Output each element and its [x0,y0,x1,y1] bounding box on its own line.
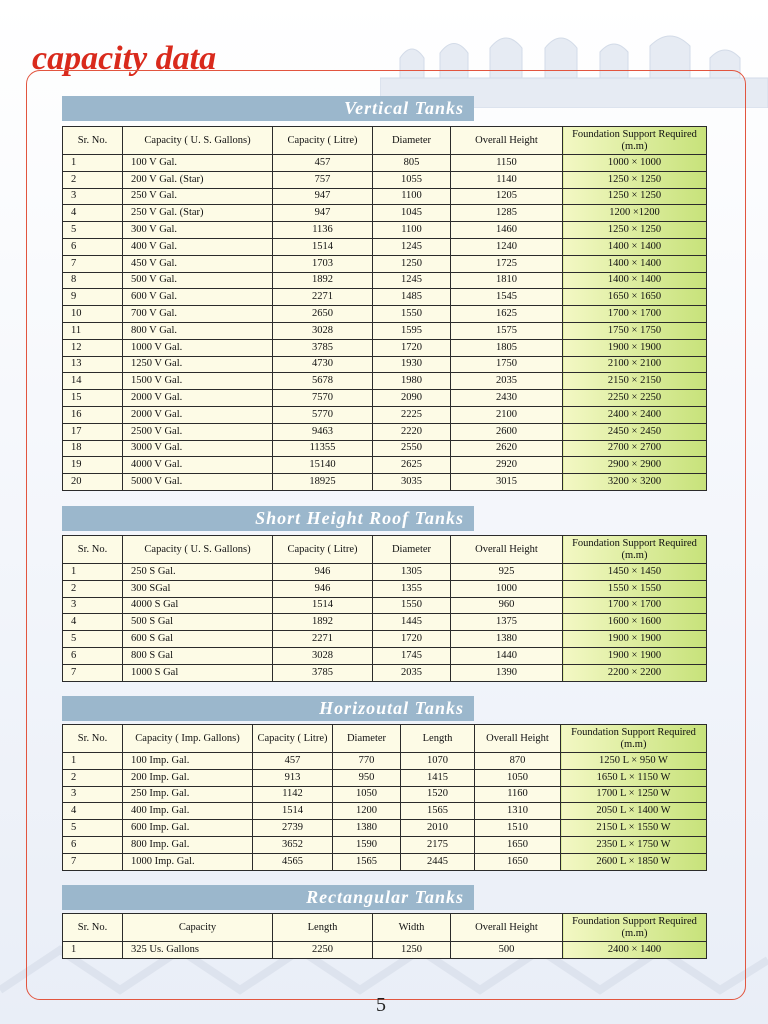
table-row [63,171,707,188]
table-cell: 1720 [373,339,451,356]
table-cell: 2271 [273,631,373,648]
table-cell: 4 [63,614,123,631]
table-cell: 1720 [373,631,451,648]
table-cell: 5000 V Gal. [123,474,273,491]
table-cell: 4000 S Gal [123,597,273,614]
table-cell: 3015 [451,474,563,491]
table-cell: 947 [273,205,373,222]
table-cell: 7570 [273,390,373,407]
table-row [63,272,707,289]
table-row [63,769,707,786]
table-cell: 1625 [451,306,563,323]
table-cell: 1900 × 1900 [563,647,707,664]
short-height-roof-tanks-table [62,535,707,682]
table-cell: 500 V Gal. [123,272,273,289]
table-cell: 1285 [451,205,563,222]
table-row [63,222,707,239]
table-cell: 2600 L × 1850 W [561,853,707,870]
table-cell: 1 [63,942,123,959]
table-cell: 250 V Gal. (Star) [123,205,273,222]
table-cell: 1250 × 1250 [563,188,707,205]
table-cell: 1375 [451,614,563,631]
table-cell: 1700 L × 1250 W [561,786,707,803]
table-cell: 1400 × 1400 [563,238,707,255]
table-cell: 1310 [475,803,561,820]
column-header: Width [373,914,451,942]
table-cell: 1565 [401,803,475,820]
table-cell: 2550 [373,440,451,457]
table-cell: 250 V Gal. [123,188,273,205]
table-cell: 700 V Gal. [123,306,273,323]
column-header: Length [401,725,475,753]
table-cell: 1514 [273,238,373,255]
table-cell: 925 [451,564,563,581]
table-cell: 1160 [475,786,561,803]
table-cell: 1136 [273,222,373,239]
table-row [63,440,707,457]
column-header: Overall Height [451,127,563,155]
page-number: 5 [376,994,386,1016]
column-header: Diameter [373,127,451,155]
table-row [63,647,707,664]
table-cell: 950 [333,769,401,786]
table-cell: 800 V Gal. [123,322,273,339]
table-cell: 1440 [451,647,563,664]
table-cell: 2700 × 2700 [563,440,707,457]
table-cell: 757 [273,171,373,188]
table-cell: 1650 [475,853,561,870]
table-row [63,205,707,222]
table-cell: 18925 [273,474,373,491]
table-cell: 913 [253,769,333,786]
table-cell: 3785 [273,664,373,681]
table-cell: 1250 × 1250 [563,171,707,188]
table-cell: 100 Imp. Gal. [123,753,253,770]
table-cell: 2010 [401,820,475,837]
table-cell: 2 [63,580,123,597]
table-cell: 1575 [451,322,563,339]
table-row [63,580,707,597]
table-cell: 1900 × 1900 [563,631,707,648]
table-cell: 2400 × 1400 [563,942,707,959]
table-cell: 1545 [451,289,563,306]
table-row [63,474,707,491]
table-row [63,322,707,339]
table-row [63,786,707,803]
table-cell: 2625 [373,457,451,474]
table-cell: 1700 × 1700 [563,597,707,614]
table-cell: 960 [451,597,563,614]
table-cell: 4 [63,803,123,820]
rectangular-tanks-title: Rectangular Tanks [62,885,474,910]
table-row [63,853,707,870]
table-cell: 1650 [475,836,561,853]
table-cell: 2600 [451,423,563,440]
table-cell: 400 V Gal. [123,238,273,255]
table-cell: 5 [63,820,123,837]
table-cell: 20 [63,474,123,491]
table-row [63,423,707,440]
table-row [63,406,707,423]
table-cell: 200 Imp. Gal. [123,769,253,786]
column-header: Sr. No. [63,914,123,942]
table-cell: 770 [333,753,401,770]
table-cell: 946 [273,580,373,597]
table-cell: 1930 [373,356,451,373]
table-cell: 1700 × 1700 [563,306,707,323]
table-cell: 16 [63,406,123,423]
table-cell: 2100 × 2100 [563,356,707,373]
column-header: Sr. No. [63,127,123,155]
table-cell: 1745 [373,647,451,664]
table-cell: 1000 Imp. Gal. [123,853,253,870]
table-cell: 1380 [451,631,563,648]
table-cell: 300 V Gal. [123,222,273,239]
table-cell: 1810 [451,272,563,289]
column-header: Foundation Support Required (m.m) [563,536,707,564]
table-cell: 1070 [401,753,475,770]
table-cell: 1245 [373,238,451,255]
table-cell: 1250 L × 950 W [561,753,707,770]
table-cell: 4000 V Gal. [123,457,273,474]
table-cell: 11 [63,322,123,339]
table-cell: 2150 × 2150 [563,373,707,390]
table-row [63,753,707,770]
table-row [63,255,707,272]
table-cell: 1514 [253,803,333,820]
table-cell: 250 Imp. Gal. [123,786,253,803]
table-cell: 1900 × 1900 [563,339,707,356]
table-cell: 500 S Gal [123,614,273,631]
table-cell: 3652 [253,836,333,853]
table-cell: 2920 [451,457,563,474]
short-height-roof-tanks-title: Short Height Roof Tanks [62,506,474,531]
table-cell: 1000 S Gal [123,664,273,681]
table-cell: 2000 V Gal. [123,390,273,407]
column-header: Length [273,914,373,942]
table-cell: 2100 [451,406,563,423]
table-cell: 18 [63,440,123,457]
table-cell: 457 [273,155,373,172]
table-row [63,457,707,474]
table-cell: 2271 [273,289,373,306]
table-cell: 15140 [273,457,373,474]
table-cell: 8 [63,272,123,289]
table-cell: 2739 [253,820,333,837]
table-cell: 1 [63,753,123,770]
page-title: capacity data [32,40,217,77]
table-cell: 3035 [373,474,451,491]
table-cell: 1050 [333,786,401,803]
table-cell: 1100 [373,188,451,205]
table-cell: 1750 [451,356,563,373]
table-cell: 1980 [373,373,451,390]
table-cell: 1450 × 1450 [563,564,707,581]
table-cell: 1445 [373,614,451,631]
table-cell: 805 [373,155,451,172]
table-cell: 325 Us. Gallons [123,942,273,959]
table-cell: 6 [63,647,123,664]
table-cell: 450 V Gal. [123,255,273,272]
table-cell: 2650 [273,306,373,323]
table-cell: 1355 [373,580,451,597]
rectangular-tanks-table [62,913,707,959]
table-cell: 1550 [373,306,451,323]
table-cell: 800 S Gal [123,647,273,664]
table-cell: 2250 × 2250 [563,390,707,407]
table-cell: 2200 × 2200 [563,664,707,681]
table-cell: 1240 [451,238,563,255]
table-cell: 500 [451,942,563,959]
table-row [63,803,707,820]
table-cell: 1725 [451,255,563,272]
column-header: Capacity ( Litre) [273,536,373,564]
table-cell: 2000 V Gal. [123,406,273,423]
table-cell: 1250 [373,255,451,272]
table-cell: 7 [63,853,123,870]
column-header: Capacity [123,914,273,942]
table-cell: 1050 [475,769,561,786]
table-header-row [63,725,707,753]
table-cell: 1460 [451,222,563,239]
table-cell: 2430 [451,390,563,407]
column-header: Overall Height [451,536,563,564]
table-cell: 2620 [451,440,563,457]
table-cell: 4730 [273,356,373,373]
table-cell: 1892 [273,614,373,631]
table-cell: 1055 [373,171,451,188]
table-cell: 4 [63,205,123,222]
table-cell: 1305 [373,564,451,581]
table-cell: 15 [63,390,123,407]
column-header: Sr. No. [63,725,123,753]
column-header: Capacity ( Litre) [253,725,333,753]
table-cell: 1892 [273,272,373,289]
table-cell: 2090 [373,390,451,407]
table-cell: 3028 [273,647,373,664]
column-header: Capacity ( U. S. Gallons) [123,127,273,155]
table-cell: 3 [63,188,123,205]
table-cell: 1805 [451,339,563,356]
table-cell: 1510 [475,820,561,837]
table-cell: 1415 [401,769,475,786]
table-cell: 1650 L × 1150 W [561,769,707,786]
table-cell: 870 [475,753,561,770]
table-cell: 1200 [333,803,401,820]
table-cell: 1703 [273,255,373,272]
table-row [63,373,707,390]
table-cell: 11355 [273,440,373,457]
column-header: Foundation Support Required (m.m) [563,914,707,942]
table-cell: 6 [63,836,123,853]
table-cell: 2 [63,171,123,188]
table-header-row [63,127,707,155]
table-cell: 1390 [451,664,563,681]
table-cell: 6 [63,238,123,255]
table-cell: 1600 × 1600 [563,614,707,631]
table-cell: 2350 L × 1750 W [561,836,707,853]
table-cell: 1250 [373,942,451,959]
table-cell: 5 [63,222,123,239]
table-header-row [63,536,707,564]
table-cell: 1400 × 1400 [563,272,707,289]
table-cell: 9 [63,289,123,306]
column-header: Diameter [333,725,401,753]
table-cell: 1590 [333,836,401,853]
table-row [63,631,707,648]
table-cell: 1750 × 1750 [563,322,707,339]
table-row [63,942,707,959]
table-cell: 1140 [451,171,563,188]
table-cell: 1142 [253,786,333,803]
table-row [63,306,707,323]
column-header: Overall Height [451,914,563,942]
table-cell: 3785 [273,339,373,356]
table-cell: 600 Imp. Gal. [123,820,253,837]
table-cell: 1 [63,564,123,581]
column-header: Foundation Support Required (m.m) [563,127,707,155]
table-cell: 1250 × 1250 [563,222,707,239]
column-header: Diameter [373,536,451,564]
table-cell: 2250 [273,942,373,959]
table-cell: 2500 V Gal. [123,423,273,440]
table-cell: 1245 [373,272,451,289]
table-cell: 2 [63,769,123,786]
table-cell: 7 [63,255,123,272]
table-cell: 4565 [253,853,333,870]
table-cell: 3200 × 3200 [563,474,707,491]
table-cell: 1550 [373,597,451,614]
table-row [63,339,707,356]
table-cell: 1000 V Gal. [123,339,273,356]
table-row [63,390,707,407]
table-row [63,614,707,631]
table-cell: 2035 [451,373,563,390]
table-cell: 1380 [333,820,401,837]
table-cell: 10 [63,306,123,323]
table-row [63,289,707,306]
table-cell: 3000 V Gal. [123,440,273,457]
table-cell: 1150 [451,155,563,172]
table-cell: 300 SGal [123,580,273,597]
table-row [63,564,707,581]
horizontal-tanks-title: Horizoutal Tanks [62,696,474,721]
table-cell: 1205 [451,188,563,205]
table-cell: 1595 [373,322,451,339]
table-cell: 200 V Gal. (Star) [123,171,273,188]
table-cell: 2035 [373,664,451,681]
table-cell: 1000 × 1000 [563,155,707,172]
table-row [63,356,707,373]
table-cell: 3028 [273,322,373,339]
table-cell: 1 [63,155,123,172]
table-cell: 3 [63,597,123,614]
table-cell: 100 V Gal. [123,155,273,172]
table-cell: 5770 [273,406,373,423]
table-cell: 14 [63,373,123,390]
column-header: Overall Height [475,725,561,753]
table-cell: 9463 [273,423,373,440]
table-cell: 947 [273,188,373,205]
table-cell: 457 [253,753,333,770]
table-cell: 1045 [373,205,451,222]
table-cell: 1400 × 1400 [563,255,707,272]
table-row [63,155,707,172]
table-cell: 2900 × 2900 [563,457,707,474]
table-cell: 2450 × 2450 [563,423,707,440]
column-header: Capacity ( Litre) [273,127,373,155]
table-row [63,597,707,614]
table-header-row [63,914,707,942]
table-cell: 13 [63,356,123,373]
table-cell: 1550 × 1550 [563,580,707,597]
table-cell: 1500 V Gal. [123,373,273,390]
table-cell: 2400 × 2400 [563,406,707,423]
table-cell: 2225 [373,406,451,423]
table-cell: 1650 × 1650 [563,289,707,306]
table-cell: 600 V Gal. [123,289,273,306]
table-cell: 1000 [451,580,563,597]
table-cell: 2445 [401,853,475,870]
column-header: Foundation Support Required (m.m) [561,725,707,753]
column-header: Capacity ( Imp. Gallons) [123,725,253,753]
table-cell: 2220 [373,423,451,440]
table-row [63,836,707,853]
table-cell: 1250 V Gal. [123,356,273,373]
vertical-tanks-title: Vertical Tanks [62,96,474,121]
table-cell: 946 [273,564,373,581]
table-cell: 3 [63,786,123,803]
column-header: Sr. No. [63,536,123,564]
table-row [63,188,707,205]
table-cell: 1200 ×1200 [563,205,707,222]
table-cell: 1100 [373,222,451,239]
table-cell: 800 Imp. Gal. [123,836,253,853]
table-cell: 5678 [273,373,373,390]
table-cell: 2050 L × 1400 W [561,803,707,820]
table-cell: 1485 [373,289,451,306]
table-cell: 19 [63,457,123,474]
table-row [63,238,707,255]
table-cell: 250 S Gal. [123,564,273,581]
column-header: Capacity ( U. S. Gallons) [123,536,273,564]
table-cell: 2175 [401,836,475,853]
table-cell: 5 [63,631,123,648]
table-cell: 1520 [401,786,475,803]
table-cell: 12 [63,339,123,356]
table-cell: 1565 [333,853,401,870]
table-cell: 17 [63,423,123,440]
table-cell: 400 Imp. Gal. [123,803,253,820]
table-row [63,664,707,681]
table-cell: 7 [63,664,123,681]
table-cell: 1514 [273,597,373,614]
table-cell: 600 S Gal [123,631,273,648]
horizontal-tanks-table [62,724,707,871]
vertical-tanks-table [62,126,707,491]
table-row [63,820,707,837]
table-cell: 2150 L × 1550 W [561,820,707,837]
